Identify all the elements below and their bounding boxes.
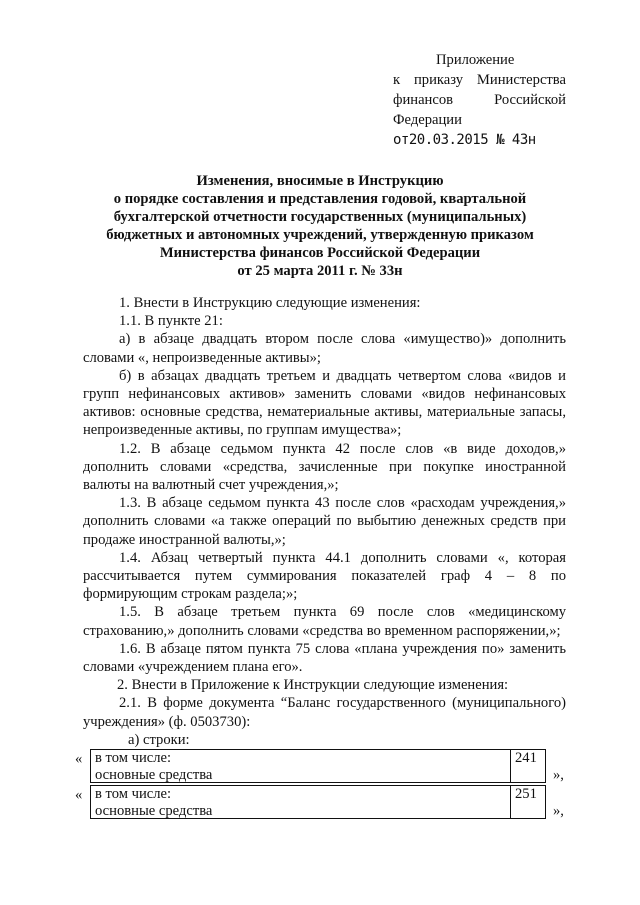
line-name-text-1: в том числе: xyxy=(95,750,172,766)
title-line-1: Изменения, вносимые в Инструкцию xyxy=(196,173,444,189)
appendix-federation-line: Федерации xyxy=(393,112,462,128)
document-body xyxy=(83,294,566,749)
table-row xyxy=(75,785,575,821)
balance-lines-table xyxy=(75,749,575,821)
paragraph-1-2: 1.2. В абзаце седьмом пункта 42 после слов «в виде доходов,» дополнить словами «средства, зачисленные при покупке иностранной валюты на валютный счет учреждения,»; xyxy=(83,440,566,494)
open-quote: « xyxy=(75,751,83,767)
line-name-text-1: в том числе: xyxy=(95,786,172,802)
title-line-3: бухгалтерской отчетности государственных (муниципальных) xyxy=(113,209,527,225)
document-title xyxy=(95,172,545,280)
title-line-2: о порядке составления и представления годовой, квартальной xyxy=(113,191,527,207)
close-quote: », xyxy=(553,803,564,819)
paragraph-1: 1. Внести в Инструкцию следующие изменения: xyxy=(119,295,421,311)
appendix-label: Приложение xyxy=(436,52,515,68)
close-quote: », xyxy=(553,767,564,783)
paragraph-1-1: 1.1. В пункте 21: xyxy=(119,313,223,330)
appendix-date-number: от20.03.2015 № 43н xyxy=(393,132,536,148)
line-name-cell xyxy=(90,785,510,819)
paragraph-2: 2. Внести в Приложение к Инструкции следующие изменения: xyxy=(117,677,509,694)
appendix-ministry-line: финансов Российской xyxy=(393,92,566,108)
paragraph-2-1: 2.1. В форме документа “Баланс государственного (муниципального) учреждения» (ф. 0503730): xyxy=(83,695,566,730)
paragraph-1-6: 1.6. В абзаце пятом пункта 75 слова «плана учреждения по» заменить словами «учреждением плана его». xyxy=(83,640,566,676)
paragraph-1-1-b: б) в абзацах двадцать третьем и двадцать четвертом слова «видов и групп нефинансовых активов» заменить словами «видов нефинансовых активов: основные средства, нематериальные активы, материальные запасы, непроизведенные активы, по группам имущества»; xyxy=(83,367,566,439)
paragraph-1-1-a: а) в абзаце двадцать втором после слова «имущество)» дополнить словами «, непроизведенные активы»; xyxy=(83,331,566,366)
open-quote: « xyxy=(75,787,83,803)
line-name-cell xyxy=(90,749,510,783)
title-line-4: бюджетных и автономных учреждений, утвержденную приказом xyxy=(106,227,534,243)
paragraph-1-3: 1.3. В абзаце седьмом пункта 43 после слов «расходам учреждения,» дополнить словами «а также операций по выбытию денежных средств при продаже иностранной валюты,»; xyxy=(83,495,566,548)
line-name-text-2: основные средства xyxy=(95,802,213,819)
line-code-cell: 241 xyxy=(510,749,546,783)
line-code-cell: 251 xyxy=(510,785,546,819)
table-row xyxy=(75,749,575,785)
paragraph-1-4: 1.4. Абзац четвертый пункта 44.1 дополнить словами «, которая рассчитывается путем суммирования показателей граф 4 – 8 по формирующим строкам раздела;»; xyxy=(83,549,566,603)
title-line-5: Министерства финансов Российской Федерации xyxy=(159,245,481,261)
paragraph-2-1-a: а) строки: xyxy=(128,731,190,748)
appendix-header xyxy=(393,50,566,150)
paragraph-1-5: 1.5. В абзаце третьем пункта 69 после слов «медицинскому страхованию,» дополнить словами «средства во временном распоряжении,»; xyxy=(83,604,566,639)
appendix-order-line: к приказу Министерства xyxy=(393,72,566,88)
title-line-6: от 25 марта 2011 г. № 33н xyxy=(237,263,403,279)
line-name-text-2: основные средства xyxy=(95,766,213,783)
